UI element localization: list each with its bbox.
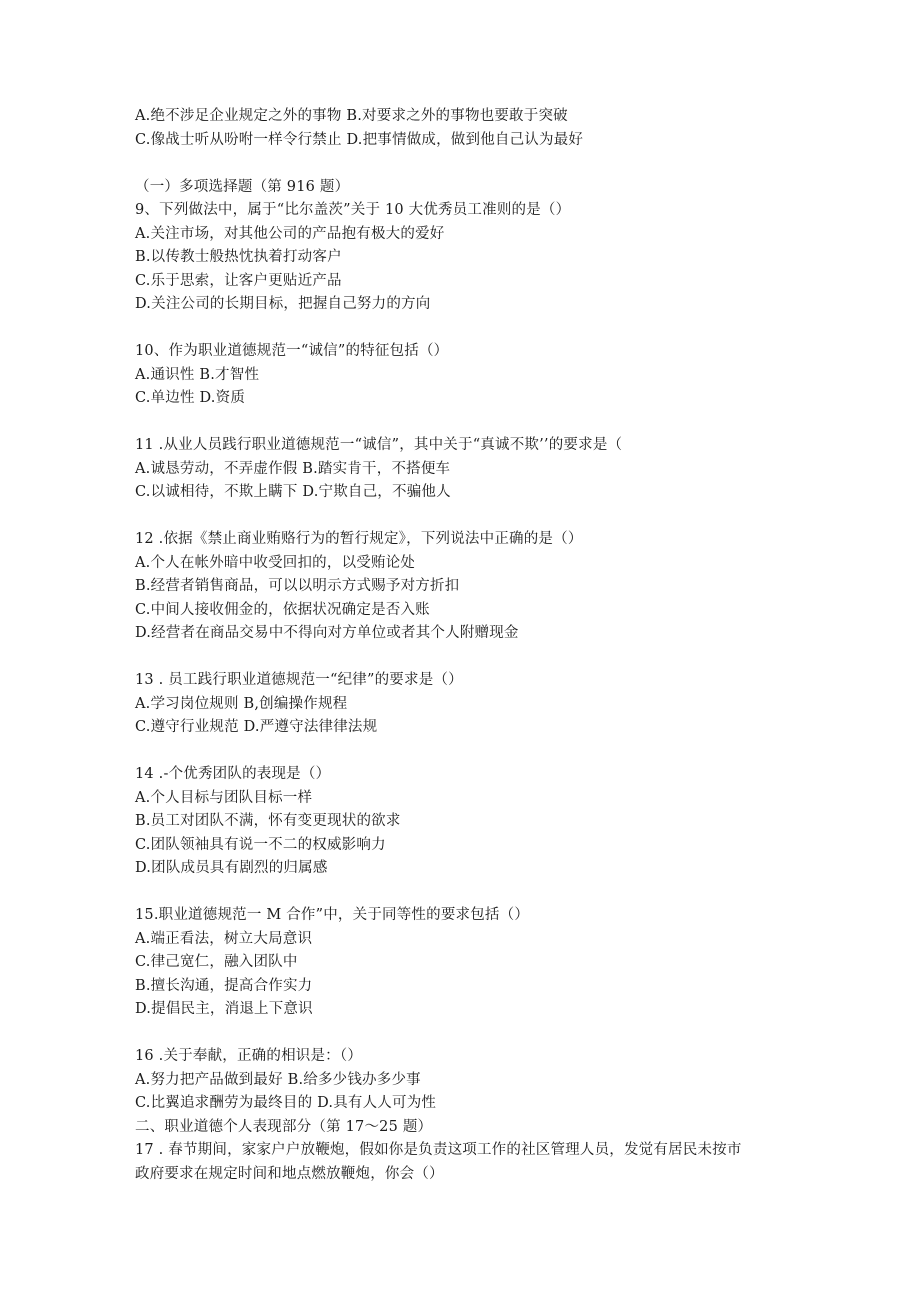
option-line: A.学习岗位规则 B,创编操作规程 [135, 695, 348, 712]
section-heading: （一）多项选择题（第 916 题） [135, 178, 350, 195]
question-text: 15.职业道德规范一 M 合作”中，关于同等性的要求包括（） [135, 907, 530, 923]
option-line: B.经营者销售商品，可以以明示方式赐予对方折扣 [135, 578, 460, 594]
question-13 [135, 669, 795, 740]
option-line: D.关注公司的长期目标，把握自己努力的方向 [135, 296, 431, 312]
question-text: 10、作为职业道德规范一“诚信”的特征包括（） [135, 343, 449, 359]
option-line: C.遵守行业规范 D.严遵守法律律法规 [135, 719, 378, 735]
question-16-and-17 [135, 1045, 795, 1186]
option-line: C.以诚相待，不欺上瞒下 D.宁欺自己，不骗他人 [135, 484, 451, 500]
option-line: C.单边性 D.资质 [135, 390, 246, 406]
option-line: A.通识性 B.才智性 [135, 366, 260, 383]
question-text: 12 .依据《禁止商业贿赂行为的暂行规定》，下列说法中正确的是（） [135, 531, 583, 547]
option-line: A.端正看法，树立大局意识 [135, 930, 313, 947]
option-line: B.擅长沟通，提高合作实力 [135, 977, 313, 994]
question-text: 16 .关于奉献，正确的相识是：（） [135, 1048, 363, 1064]
option-line: A.个人在帐外暗中收受回扣的，以受贿论处 [135, 554, 416, 571]
question-text: 17 . 春节期间，家家户户放鞭炮，假如你是负责这项工作的社区管理人员，发觉有居民未按市 [135, 1142, 742, 1158]
question-10 [135, 340, 795, 411]
question-text: 9、下列做法中，属于“比尔盖茨”关于 10 大优秀员工准则的是（） [135, 202, 571, 218]
question-11 [135, 434, 795, 505]
option-line: A.个人目标与团队目标一样 [135, 789, 313, 806]
question-15 [135, 904, 795, 1022]
text-line: A.绝不涉足企业规定之外的事物 B.对要求之外的事物也要敢于突破 [135, 108, 568, 124]
option-line: C.团队领袖具有说一不二的权威影响力 [135, 836, 386, 853]
option-line: D.经营者在商品交易中不得向对方单位或者其个人附赠现金 [135, 625, 519, 641]
option-line: D.提倡民主，消退上下意识 [135, 1001, 313, 1017]
question-text: 11 .从业人员践行职业道德规范一“诚信”，其中关于“真诚不欺’’的要求是（ [135, 437, 623, 453]
option-line: A.关注市场，对其他公司的产品抱有极大的爱好 [135, 225, 445, 242]
option-line: D.团队成员具有剧烈的归属感 [135, 860, 328, 876]
document-page [135, 105, 795, 1186]
option-line: A.努力把产品做到最好 B.给多少钱办多少事 [135, 1071, 421, 1088]
option-line: B.以传教士般热忱执着打动客户 [135, 249, 342, 265]
question-text: 13 . 员工践行职业道德规范一“纪律”的要求是（） [135, 672, 463, 688]
text-line: C.像战士听从吩咐一样令行禁止 D.把事情做成，做到他自己认为最好 [135, 131, 584, 148]
question-text: 政府要求在规定时间和地点燃放鞭炮，你会（） [135, 1165, 444, 1182]
option-line: C.乐于思索，让客户更贴近产品 [135, 272, 342, 289]
option-line: B.员工对团队不满，怀有变更现状的欲求 [135, 813, 401, 829]
option-line: A.诚恳劳动，不弄虚作假 B.踏实肯干，不搭便车 [135, 460, 451, 477]
question-12 [135, 528, 795, 646]
section-heading: 二、职业道德个人表现部分（第 17～25 题） [135, 1118, 433, 1135]
question-9 [135, 176, 795, 317]
question-8-options [135, 105, 795, 152]
option-line: C.中间人接收佣金的，依据状况确定是否入账 [135, 601, 430, 618]
question-text: 14 .-个优秀团队的表现是（） [135, 766, 331, 782]
option-line: C.律己宽仁，融入团队中 [135, 954, 298, 970]
option-line: C.比翼追求酬劳为最终目的 D.具有人人可为性 [135, 1095, 437, 1111]
question-14 [135, 763, 795, 881]
